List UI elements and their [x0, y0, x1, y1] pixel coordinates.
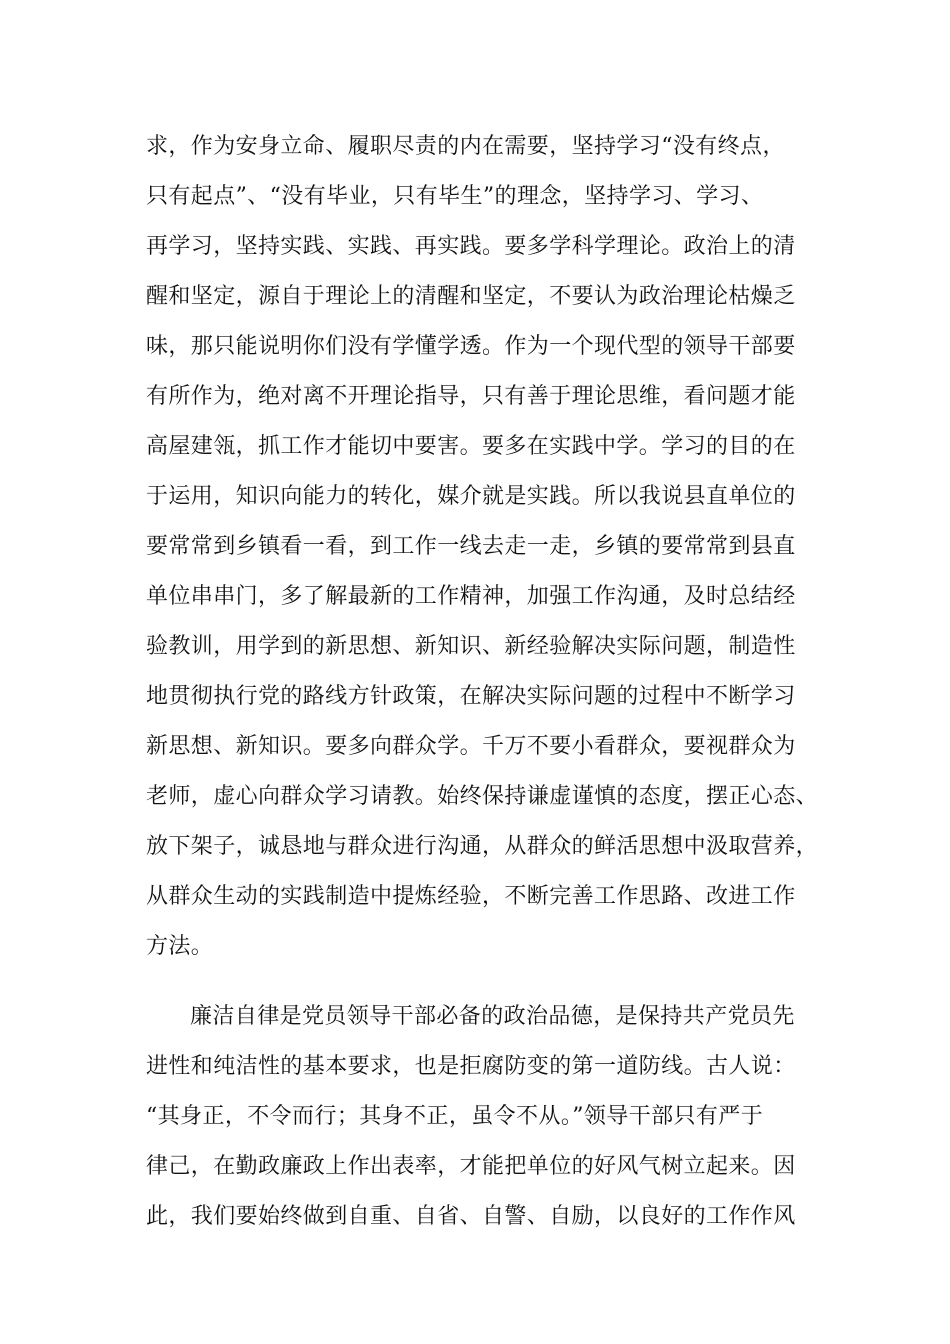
text-line: 方法。: [146, 934, 214, 959]
text-line: 验教训，用学到的新思想、新知识、新经验解决实际问题，制造性: [146, 634, 796, 659]
text-line: 高屋建瓴，抓工作才能切中要害。要多在实践中学。学习的目的在: [146, 434, 796, 459]
text-line: 再学习，坚持实践、实践、再实践。要多学科学理论。政治上的清: [146, 234, 796, 259]
text-line: 律己，在勤政廉政上作出表率，才能把单位的好风气树立起来。因: [146, 1154, 796, 1179]
text-line: 此，我们要始终做到自重、自省、自警、自励，以良好的工作作风: [146, 1204, 796, 1229]
text-line: 醒和坚定，源自于理论上的清醒和坚定，不要认为政治理论枯燥乏: [146, 284, 796, 309]
text-line: 放下架子，诚恳地与群众进行沟通，从群众的鲜活思想中汲取营养，: [146, 834, 819, 859]
text-line: 新思想、新知识。要多向群众学。千万不要小看群众，要视群众为: [146, 734, 796, 759]
paragraph: [146, 122, 819, 972]
text-line: 从群众生动的实践制造中提炼经验，不断完善工作思路、改进工作: [146, 884, 796, 909]
text-line: 求，作为安身立命、履职尽责的内在需要，坚持学习“没有终点，: [146, 134, 785, 159]
text-line: 只有起点”、“没有毕业，只有毕生”的理念，坚持学习、学习、: [146, 184, 764, 209]
text-line: 味，那只能说明你们没有学懂学透。作为一个现代型的领导干部要: [146, 334, 796, 359]
text-line: 廉洁自律是党员领导干部必备的政治品德，是保持共产党员先: [190, 1004, 795, 1029]
text-line: 老师，虚心向群众学习请教。始终保持谦虚谨慎的态度，摆正心态、: [146, 784, 819, 809]
text-line: 单位串串门，多了解最新的工作精神，加强工作沟通，及时总结经: [146, 584, 796, 609]
paragraph: [146, 992, 816, 1242]
text-line: 有所作为，绝对离不开理论指导，只有善于理论思维，看问题才能: [146, 384, 796, 409]
text-line: 于运用，知识向能力的转化，媒介就是实践。所以我说县直单位的: [146, 484, 796, 509]
text-line: “其身正，不令而行；其身不正，虽令不从。”领导干部只有严于: [146, 1104, 764, 1129]
text-line: 要常常到乡镇看一看，到工作一线去走一走，乡镇的要常常到县直: [146, 534, 796, 559]
text-line: 地贯彻执行党的路线方针政策，在解决实际问题的过程中不断学习: [146, 684, 796, 709]
text-line: 进性和纯洁性的基本要求，也是拒腐防变的第一道防线。古人说：: [146, 1054, 796, 1079]
